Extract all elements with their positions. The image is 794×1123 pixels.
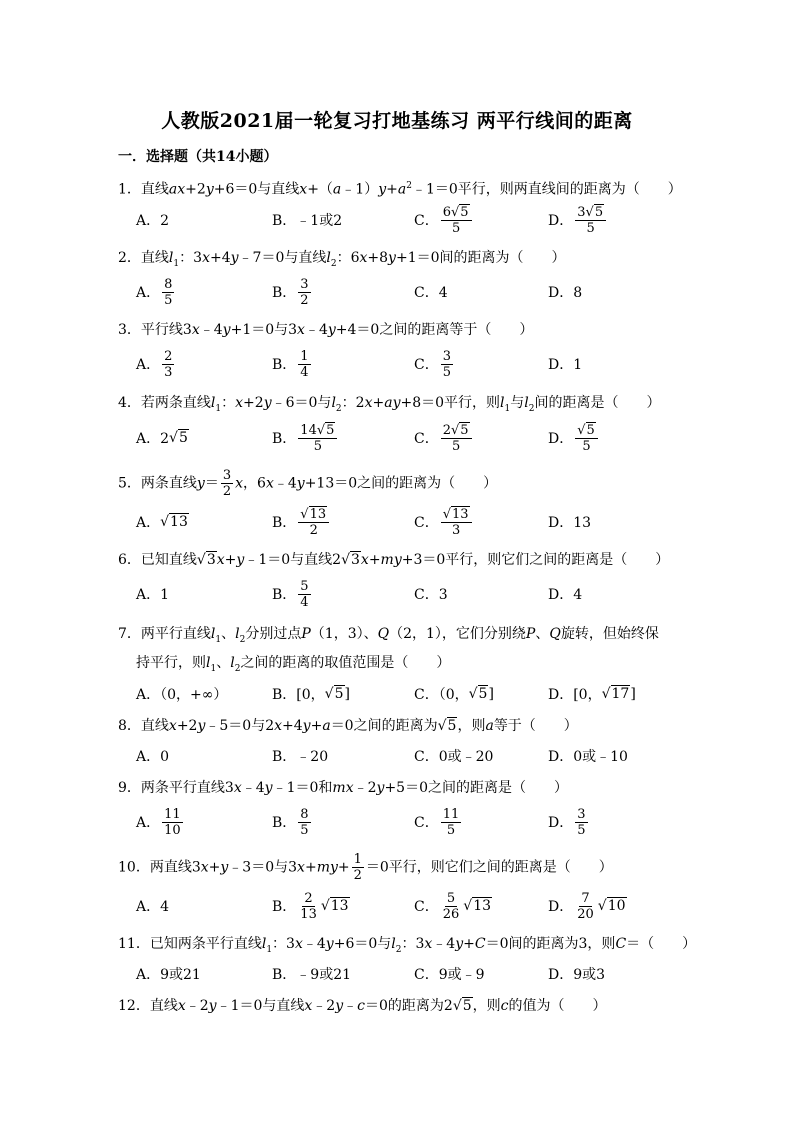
- options-4: A．2 √5 B． $\frac{14√5}{5}$ C． $\frac{2√5}{5}$ D． $\frac{√5}{5}$: [136, 418, 696, 458]
- question-7-line-2: 持平行，则$l_1$、$l_2$之间的距离的取值范围是（ ）: [136, 655, 451, 674]
- options-2: A． $\frac{8}{5}$ B． $\frac{3}{2}$ C．4 D．8: [136, 276, 583, 308]
- options-6: A．1 B． $\frac{5}{4}$ C．3 D．4: [136, 578, 583, 610]
- option-b: B．﹣1或2: [272, 213, 343, 229]
- options-9: A． $\frac{11}{10}$ B． $\frac{8}{5}$ C． $\frac{11}{5}$ D． $\frac{3}{5}$: [136, 806, 586, 838]
- options-7: A．（0，+∞） B．[0， √5 ] C．（0， √5 ] D．[0， √17 ]: [136, 686, 636, 703]
- question-5: 5．两条直线y＝ $\frac{3}{2}$ x，6x﹣4y+13＝0之间的距离为（ ）: [118, 468, 498, 499]
- question-4: 4．若两条直线$l_1$：x+2y﹣6＝0与$l_2$：2x+ay+8＝0平行，则$l_1$与$l_2$间的距离是（ ）: [118, 395, 661, 414]
- options-8: A．0 B．﹣20 C．0或﹣20 D．0或﹣10: [136, 749, 628, 765]
- question-2: 2．直线$l_1$：3x+4y﹣7＝0与直线$l_2$：6x+8y+1＝0间的距离为（ ）: [118, 250, 566, 269]
- section-heading: 一．选择题（共14小题）: [118, 149, 278, 165]
- question-8: 8．直线x+2y﹣5＝0与2x+4y+a＝0之间的距离为√5，则a等于（ ）: [118, 718, 578, 734]
- question-6: 6．已知直线√3x+y﹣1＝0与直线2√3x+my+3＝0平行，则它们之间的距离是（ ）: [118, 552, 670, 568]
- question-12: 12．直线x﹣2y﹣1＝0与直线x﹣2y﹣c＝0的距离为2√5，则c的值为（ ）: [118, 998, 607, 1014]
- question-3: 3．平行线3x﹣4y+1＝0与3x﹣4y+4＝0之间的距离等于（ ）: [118, 322, 534, 338]
- option-c: C． $\frac{6√5}{5}$: [414, 200, 474, 240]
- question-1: 1．直线ax+2y+6＝0与直线$x+(a﹣1)y+a^2﹣1=0$平行，则两直线间的距离为（ ）: [118, 181, 682, 198]
- option-a: A．2: [136, 213, 170, 229]
- options-5: A． √13 B． $\frac{√13}{2}$ C． $\frac{√13}{3}$ D．13: [136, 506, 592, 538]
- options-3: A． $\frac{2}{3}$ B． $\frac{1}{4}$ C． $\frac{3}{5}$ D．1: [136, 348, 583, 380]
- question-10: 10．两直线3x+y﹣3＝0与3x+my+ $\frac{1}{2}$ ＝0平行，则它们之间的距离是（ ）: [118, 852, 613, 883]
- question-9: 9．两条平行直线3x﹣4y﹣1＝0和mx﹣2y+5＝0之间的距离是（ ）: [118, 780, 568, 796]
- options-1: [136, 200, 696, 240]
- option-d: D． $\frac{3√5}{5}$: [548, 200, 608, 240]
- question-7: 7．两平行直线$l_1$、$l_2$分别过点P（1，3）、Q（2，1），它们分别绕P、Q旋转，但始终保: [118, 626, 659, 645]
- question-11: 11．已知两条平行直线$l_1$：3x﹣4y+6＝0与$l_2$：3x﹣4y+C＝0间的距离为3，则C＝（ ）: [118, 936, 697, 955]
- options-10: A．4 B． $\frac{2}{13}$ √13 C． $\frac{5}{26}$ √13 D． $\frac{7}{20}$ √10: [136, 890, 626, 922]
- document-title: 人教版2021届一轮复习打地基练习 两平行线间的距离: [161, 110, 633, 132]
- options-11: A．9或21 B．﹣9或21 C．9或﹣9 D．9或3: [136, 967, 606, 983]
